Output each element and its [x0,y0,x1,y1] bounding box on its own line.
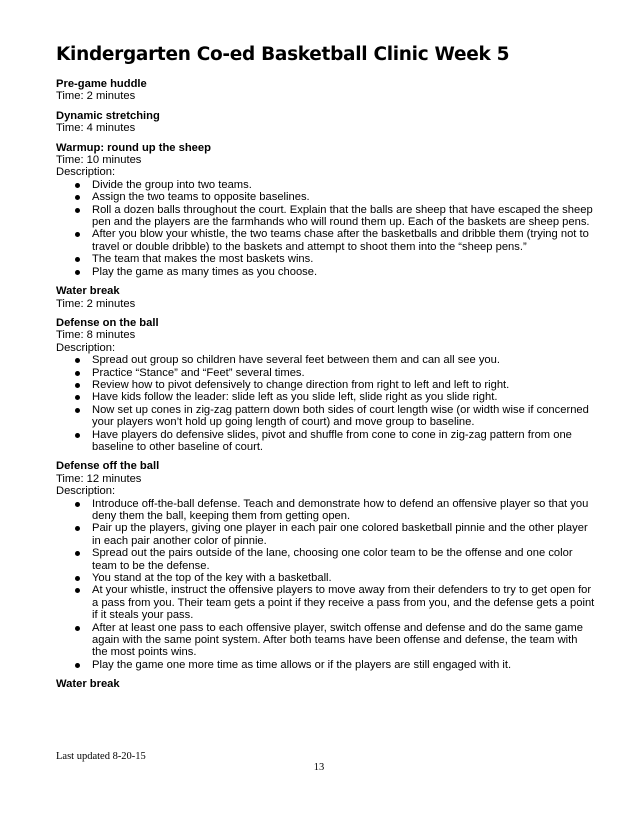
bullet-icon [75,626,80,631]
list-item-text: Play the game one more time as time allows or if the players are still engaged with it. [92,658,512,671]
list-item [56,547,596,572]
list-item [56,179,596,191]
bullet-icon [75,232,80,237]
bullet-list [56,179,596,278]
list-item [56,584,596,621]
list-item [56,266,596,278]
section-time: Time: 4 minutes [56,122,136,135]
section-heading: Water break [56,678,120,691]
bullet-icon [75,208,80,213]
section-heading: Pre-game huddle [56,78,147,90]
list-item-text: Spread out the pairs outside of the lane, choosing one color team to be the offense and one color team to be the defense. [92,547,573,572]
list-item [56,498,596,523]
section-time: Time: 8 minutes [56,329,136,342]
list-item [56,228,596,253]
list-item-text: Introduce off-the-ball defense. Teach and demonstrate how to defend an offensive player so that you deny them the ball, keeping them from getting open. [92,497,589,522]
list-item-text: Pair up the players, giving one player in each pair one colored basketball pinnie and the other player in each pair another color of pinnie. [92,522,588,547]
bullet-icon [75,270,80,275]
list-item-text: You stand at the top of the key with a basketball. [92,572,332,585]
section-dynamic-stretching [56,110,596,135]
bullet-icon [75,395,80,400]
section-warmup [56,142,596,278]
bullet-icon [75,257,80,262]
description-label: Description: [56,485,116,498]
list-item-text: Spread out group so children have several feet between them and can all see you. [92,354,500,367]
bullet-icon [75,371,80,376]
list-item [56,367,596,379]
section-water-break-final [56,678,596,690]
list-item [56,204,596,229]
section-water-break [56,285,596,310]
section-heading: Defense on the ball [56,316,159,329]
bullet-icon [75,383,80,388]
bullet-icon [75,526,80,531]
list-item-text: Play the game as many times as you choose. [92,265,318,278]
bullet-icon [75,433,80,438]
last-updated-footer: Last updated 8-20-15 [56,751,146,762]
list-item-text: The team that makes the most baskets wins. [92,253,314,266]
bullet-list [56,354,596,453]
list-item-text: Assign the two teams to opposite baselines. [92,191,310,204]
bullet-icon [75,183,80,188]
list-item-text: Now set up cones in zig-zag pattern down both sides of court length wise (or width wise if concerned your players won’t hold up going length of court) and move group to baseline. [92,403,589,429]
list-item-text: After at least one pass to each offensive player, switch offense and defense and do the same game again with the same point system. After both teams have been offense and defense, the team with the most points wins. [92,621,583,659]
list-item-text: Have kids follow the leader: slide left as you slide left, slide right as you slide right. [92,391,498,404]
list-item [56,191,596,203]
list-item-text: Have players do defensive slides, pivot and shuffle from cone to cone in zig-zag pattern from one baseline to other baseline of court. [92,428,572,453]
section-heading: Warmup: round up the sheep [56,141,211,154]
section-defense-off-the-ball [56,460,596,671]
section-heading: Water break [56,285,120,298]
list-item [56,572,596,584]
section-time: Time: 10 minutes [56,154,142,167]
list-item [56,253,596,265]
bullet-icon [75,588,80,593]
section-time: Time: 2 minutes [56,90,136,103]
list-item-text: Review how to pivot defensively to change direction from right to left and left to right. [92,378,510,391]
list-item [56,429,596,454]
bullet-icon [75,195,80,200]
section-time: Time: 12 minutes [56,472,142,485]
list-item-text: After you blow your whistle, the two teams chase after the basketballs and dribble them (trying not to travel or double dribble) to the baskets and attempt to shoot them into the “sheep pens.” [92,228,589,253]
description-label: Description: [56,166,116,179]
bullet-icon [75,358,80,363]
section-pre-game-huddle [56,78,596,103]
bullet-icon [75,576,80,581]
list-item [56,622,596,659]
list-item-text: Roll a dozen balls throughout the court. Explain that the balls are sheep that have escaped the sheep pen and the players are the farmhands who will round them up. Each of the baskets are sheep pens. [92,203,593,229]
description-label: Description: [56,341,116,354]
document-body [56,78,596,698]
list-item-text: Practice “Stance” and “Feet” several times. [92,366,305,379]
list-item-text: At your whistle, instruct the offensive players to move away from their defenders to try to get open for a pass from you. Their team gets a point if they receive a pass from you, and the defense gets a point if it steals your pass. [92,584,595,622]
list-item [56,659,596,671]
list-item [56,391,596,403]
page-number: 13 [313,762,325,773]
bullet-list [56,498,596,672]
list-item [56,354,596,366]
list-item [56,379,596,391]
section-heading: Defense off the ball [56,460,160,473]
section-heading: Dynamic stretching [56,109,160,122]
section-defense-on-the-ball [56,317,596,453]
list-item-text: Divide the group into two teams. [92,178,252,191]
list-item [56,522,596,547]
section-time: Time: 2 minutes [56,297,136,310]
bullet-icon [75,663,80,668]
bullet-icon [75,502,80,507]
list-item [56,404,596,429]
page-title: Kindergarten Co-ed Basketball Clinic Week 5 [56,44,510,65]
bullet-icon [75,551,80,556]
bullet-icon [75,408,80,413]
